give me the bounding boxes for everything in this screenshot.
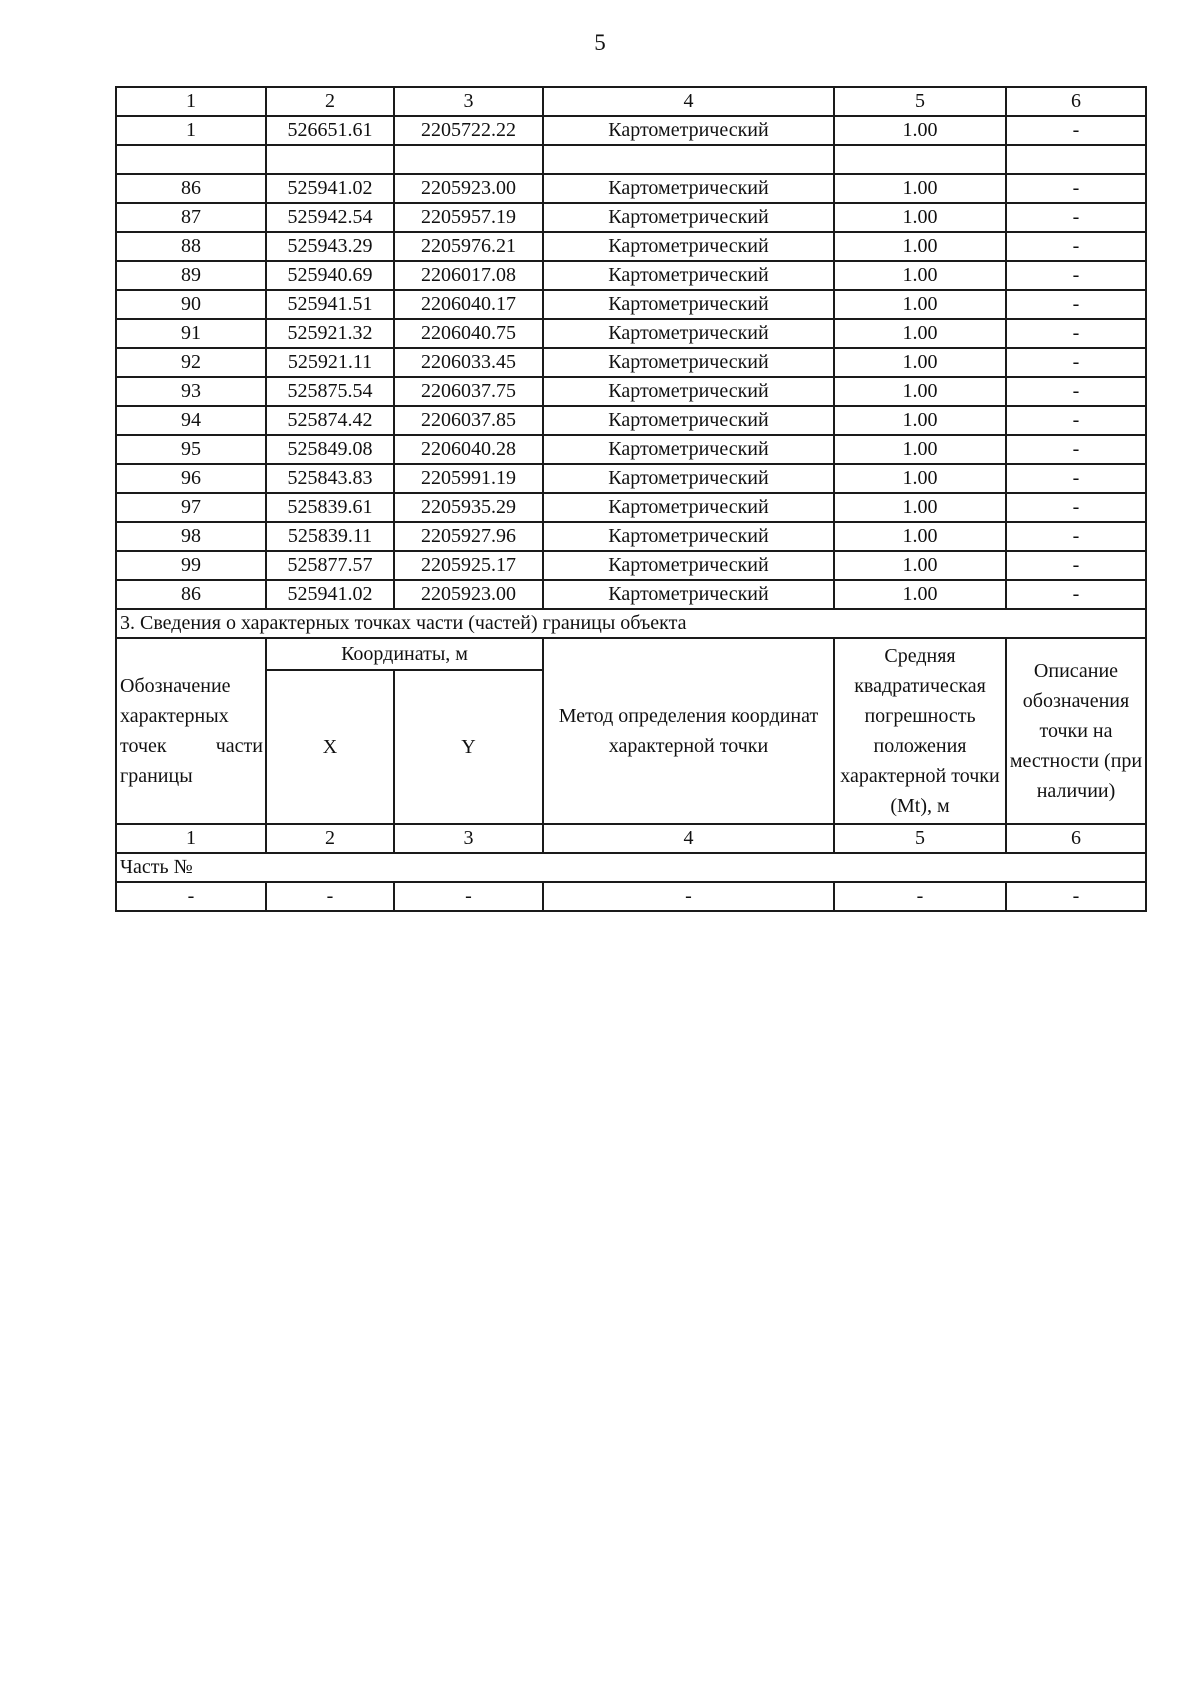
part-cell: - [116, 882, 266, 911]
y-cell: 2205923.00 [394, 580, 543, 609]
point-cell: 97 [116, 493, 266, 522]
point-cell: 93 [116, 377, 266, 406]
table-row [116, 232, 1146, 261]
mt-cell: 1.00 [834, 435, 1006, 464]
column-number: 3 [394, 824, 543, 853]
x-cell: 525921.11 [266, 348, 394, 377]
y-cell: 2205957.19 [394, 203, 543, 232]
point-cell: 86 [116, 580, 266, 609]
header-point: Обозначение характерных точек части границы [116, 638, 266, 824]
header-method: Метод определения координат характерной точки [543, 638, 834, 824]
column-number: 4 [543, 824, 834, 853]
desc-cell: - [1006, 580, 1146, 609]
column-number: 6 [1006, 824, 1146, 853]
mt-cell: 1.00 [834, 377, 1006, 406]
method-cell: Картометрический [543, 406, 834, 435]
point-cell: 96 [116, 464, 266, 493]
y-cell: 2205722.22 [394, 116, 543, 145]
table-row [116, 290, 1146, 319]
y-cell: 2205935.29 [394, 493, 543, 522]
table-row [116, 406, 1146, 435]
point-cell: 87 [116, 203, 266, 232]
point-cell: 1 [116, 116, 266, 145]
desc-cell: - [1006, 116, 1146, 145]
x-cell: 525839.11 [266, 522, 394, 551]
x-cell: 525940.69 [266, 261, 394, 290]
table-row [116, 551, 1146, 580]
column-number: 1 [116, 824, 266, 853]
mt-cell: 1.00 [834, 116, 1006, 145]
x-cell: 525941.51 [266, 290, 394, 319]
point-cell: 91 [116, 319, 266, 348]
column-number: 1 [116, 87, 266, 116]
header-x: X [266, 670, 394, 824]
x-cell: 525941.02 [266, 174, 394, 203]
method-cell: Картометрический [543, 435, 834, 464]
mt-cell: 1.00 [834, 203, 1006, 232]
y-cell: 2205927.96 [394, 522, 543, 551]
method-cell: Картометрический [543, 464, 834, 493]
desc-cell: - [1006, 406, 1146, 435]
mt-cell: 1.00 [834, 406, 1006, 435]
desc-cell: - [1006, 203, 1146, 232]
desc-cell: - [1006, 377, 1146, 406]
section-title: 3. Сведения о характерных точках части (частей) границы объекта [116, 609, 1146, 638]
y-cell: 2205991.19 [394, 464, 543, 493]
page-number: 5 [594, 30, 606, 55]
mt-cell: 1.00 [834, 551, 1006, 580]
desc-cell: - [1006, 319, 1146, 348]
method-cell: Картометрический [543, 174, 834, 203]
method-cell: Картометрический [543, 348, 834, 377]
desc-cell: - [1006, 174, 1146, 203]
method-cell: Картометрический [543, 551, 834, 580]
x-cell: 525943.29 [266, 232, 394, 261]
y-cell: 2205925.17 [394, 551, 543, 580]
part-cell: - [834, 882, 1006, 911]
x-cell: 525942.54 [266, 203, 394, 232]
mt-cell: 1.00 [834, 493, 1006, 522]
method-cell: Картометрический [543, 319, 834, 348]
part-label-row [116, 853, 1146, 882]
y-cell: 2206040.28 [394, 435, 543, 464]
x-cell: 525875.54 [266, 377, 394, 406]
desc-cell: - [1006, 551, 1146, 580]
column-number: 5 [834, 87, 1006, 116]
empty-row [116, 145, 1146, 174]
column-number: 3 [394, 87, 543, 116]
table-row [116, 522, 1146, 551]
header-coords: Координаты, м [266, 638, 543, 670]
header-desc: Описание обозначения точки на местности (при наличии) [1006, 638, 1146, 824]
point-cell: 92 [116, 348, 266, 377]
table-row [116, 348, 1146, 377]
part-cell: - [394, 882, 543, 911]
table-row [116, 174, 1146, 203]
desc-cell: - [1006, 348, 1146, 377]
table-row [116, 116, 1146, 145]
table-row [116, 261, 1146, 290]
x-cell: 525921.32 [266, 319, 394, 348]
mt-cell: 1.00 [834, 348, 1006, 377]
method-cell: Картометрический [543, 116, 834, 145]
table-row [116, 464, 1146, 493]
point-cell: 88 [116, 232, 266, 261]
table-row [116, 580, 1146, 609]
method-cell: Картометрический [543, 580, 834, 609]
header-row [116, 638, 1146, 670]
y-cell: 2206040.75 [394, 319, 543, 348]
x-cell: 526651.61 [266, 116, 394, 145]
desc-cell: - [1006, 464, 1146, 493]
y-cell: 2206040.17 [394, 290, 543, 319]
header-y: Y [394, 670, 543, 824]
y-cell: 2206017.08 [394, 261, 543, 290]
table-row [116, 319, 1146, 348]
method-cell: Картометрический [543, 203, 834, 232]
desc-cell: - [1006, 435, 1146, 464]
y-cell: 2205923.00 [394, 174, 543, 203]
column-number: 6 [1006, 87, 1146, 116]
x-cell: 525874.42 [266, 406, 394, 435]
point-cell: 98 [116, 522, 266, 551]
table-row [116, 882, 1146, 911]
point-cell: 86 [116, 174, 266, 203]
mt-cell: 1.00 [834, 580, 1006, 609]
coordinates-table [115, 86, 1147, 912]
section-title-row [116, 609, 1146, 638]
mt-cell: 1.00 [834, 319, 1006, 348]
method-cell: Картометрический [543, 261, 834, 290]
mt-cell: 1.00 [834, 232, 1006, 261]
y-cell: 2206033.45 [394, 348, 543, 377]
point-cell: 99 [116, 551, 266, 580]
method-cell: Картометрический [543, 522, 834, 551]
y-cell: 2206037.85 [394, 406, 543, 435]
mt-cell: 1.00 [834, 290, 1006, 319]
column-number-row [116, 824, 1146, 853]
point-cell: 89 [116, 261, 266, 290]
method-cell: Картометрический [543, 493, 834, 522]
table-row [116, 377, 1146, 406]
part-cell: - [543, 882, 834, 911]
header-mt: Средняя квадратическая погрешность положения характерной точки (Mt), м [834, 638, 1006, 824]
desc-cell: - [1006, 232, 1146, 261]
x-cell: 525843.83 [266, 464, 394, 493]
column-number: 2 [266, 824, 394, 853]
table-row [116, 203, 1146, 232]
mt-cell: 1.00 [834, 464, 1006, 493]
x-cell: 525849.08 [266, 435, 394, 464]
desc-cell: - [1006, 261, 1146, 290]
y-cell: 2206037.75 [394, 377, 543, 406]
desc-cell: - [1006, 290, 1146, 319]
x-cell: 525877.57 [266, 551, 394, 580]
point-cell: 94 [116, 406, 266, 435]
column-number-row [116, 87, 1146, 116]
part-cell: - [266, 882, 394, 911]
point-cell: 95 [116, 435, 266, 464]
method-cell: Картометрический [543, 290, 834, 319]
part-cell: - [1006, 882, 1146, 911]
y-cell: 2205976.21 [394, 232, 543, 261]
point-cell: 90 [116, 290, 266, 319]
mt-cell: 1.00 [834, 522, 1006, 551]
table-row [116, 435, 1146, 464]
table-row [116, 493, 1146, 522]
part-label: Часть № [116, 853, 1146, 882]
column-number: 2 [266, 87, 394, 116]
x-cell: 525941.02 [266, 580, 394, 609]
desc-cell: - [1006, 493, 1146, 522]
column-number: 4 [543, 87, 834, 116]
method-cell: Картометрический [543, 232, 834, 261]
method-cell: Картометрический [543, 377, 834, 406]
mt-cell: 1.00 [834, 261, 1006, 290]
desc-cell: - [1006, 522, 1146, 551]
column-number: 5 [834, 824, 1006, 853]
x-cell: 525839.61 [266, 493, 394, 522]
mt-cell: 1.00 [834, 174, 1006, 203]
